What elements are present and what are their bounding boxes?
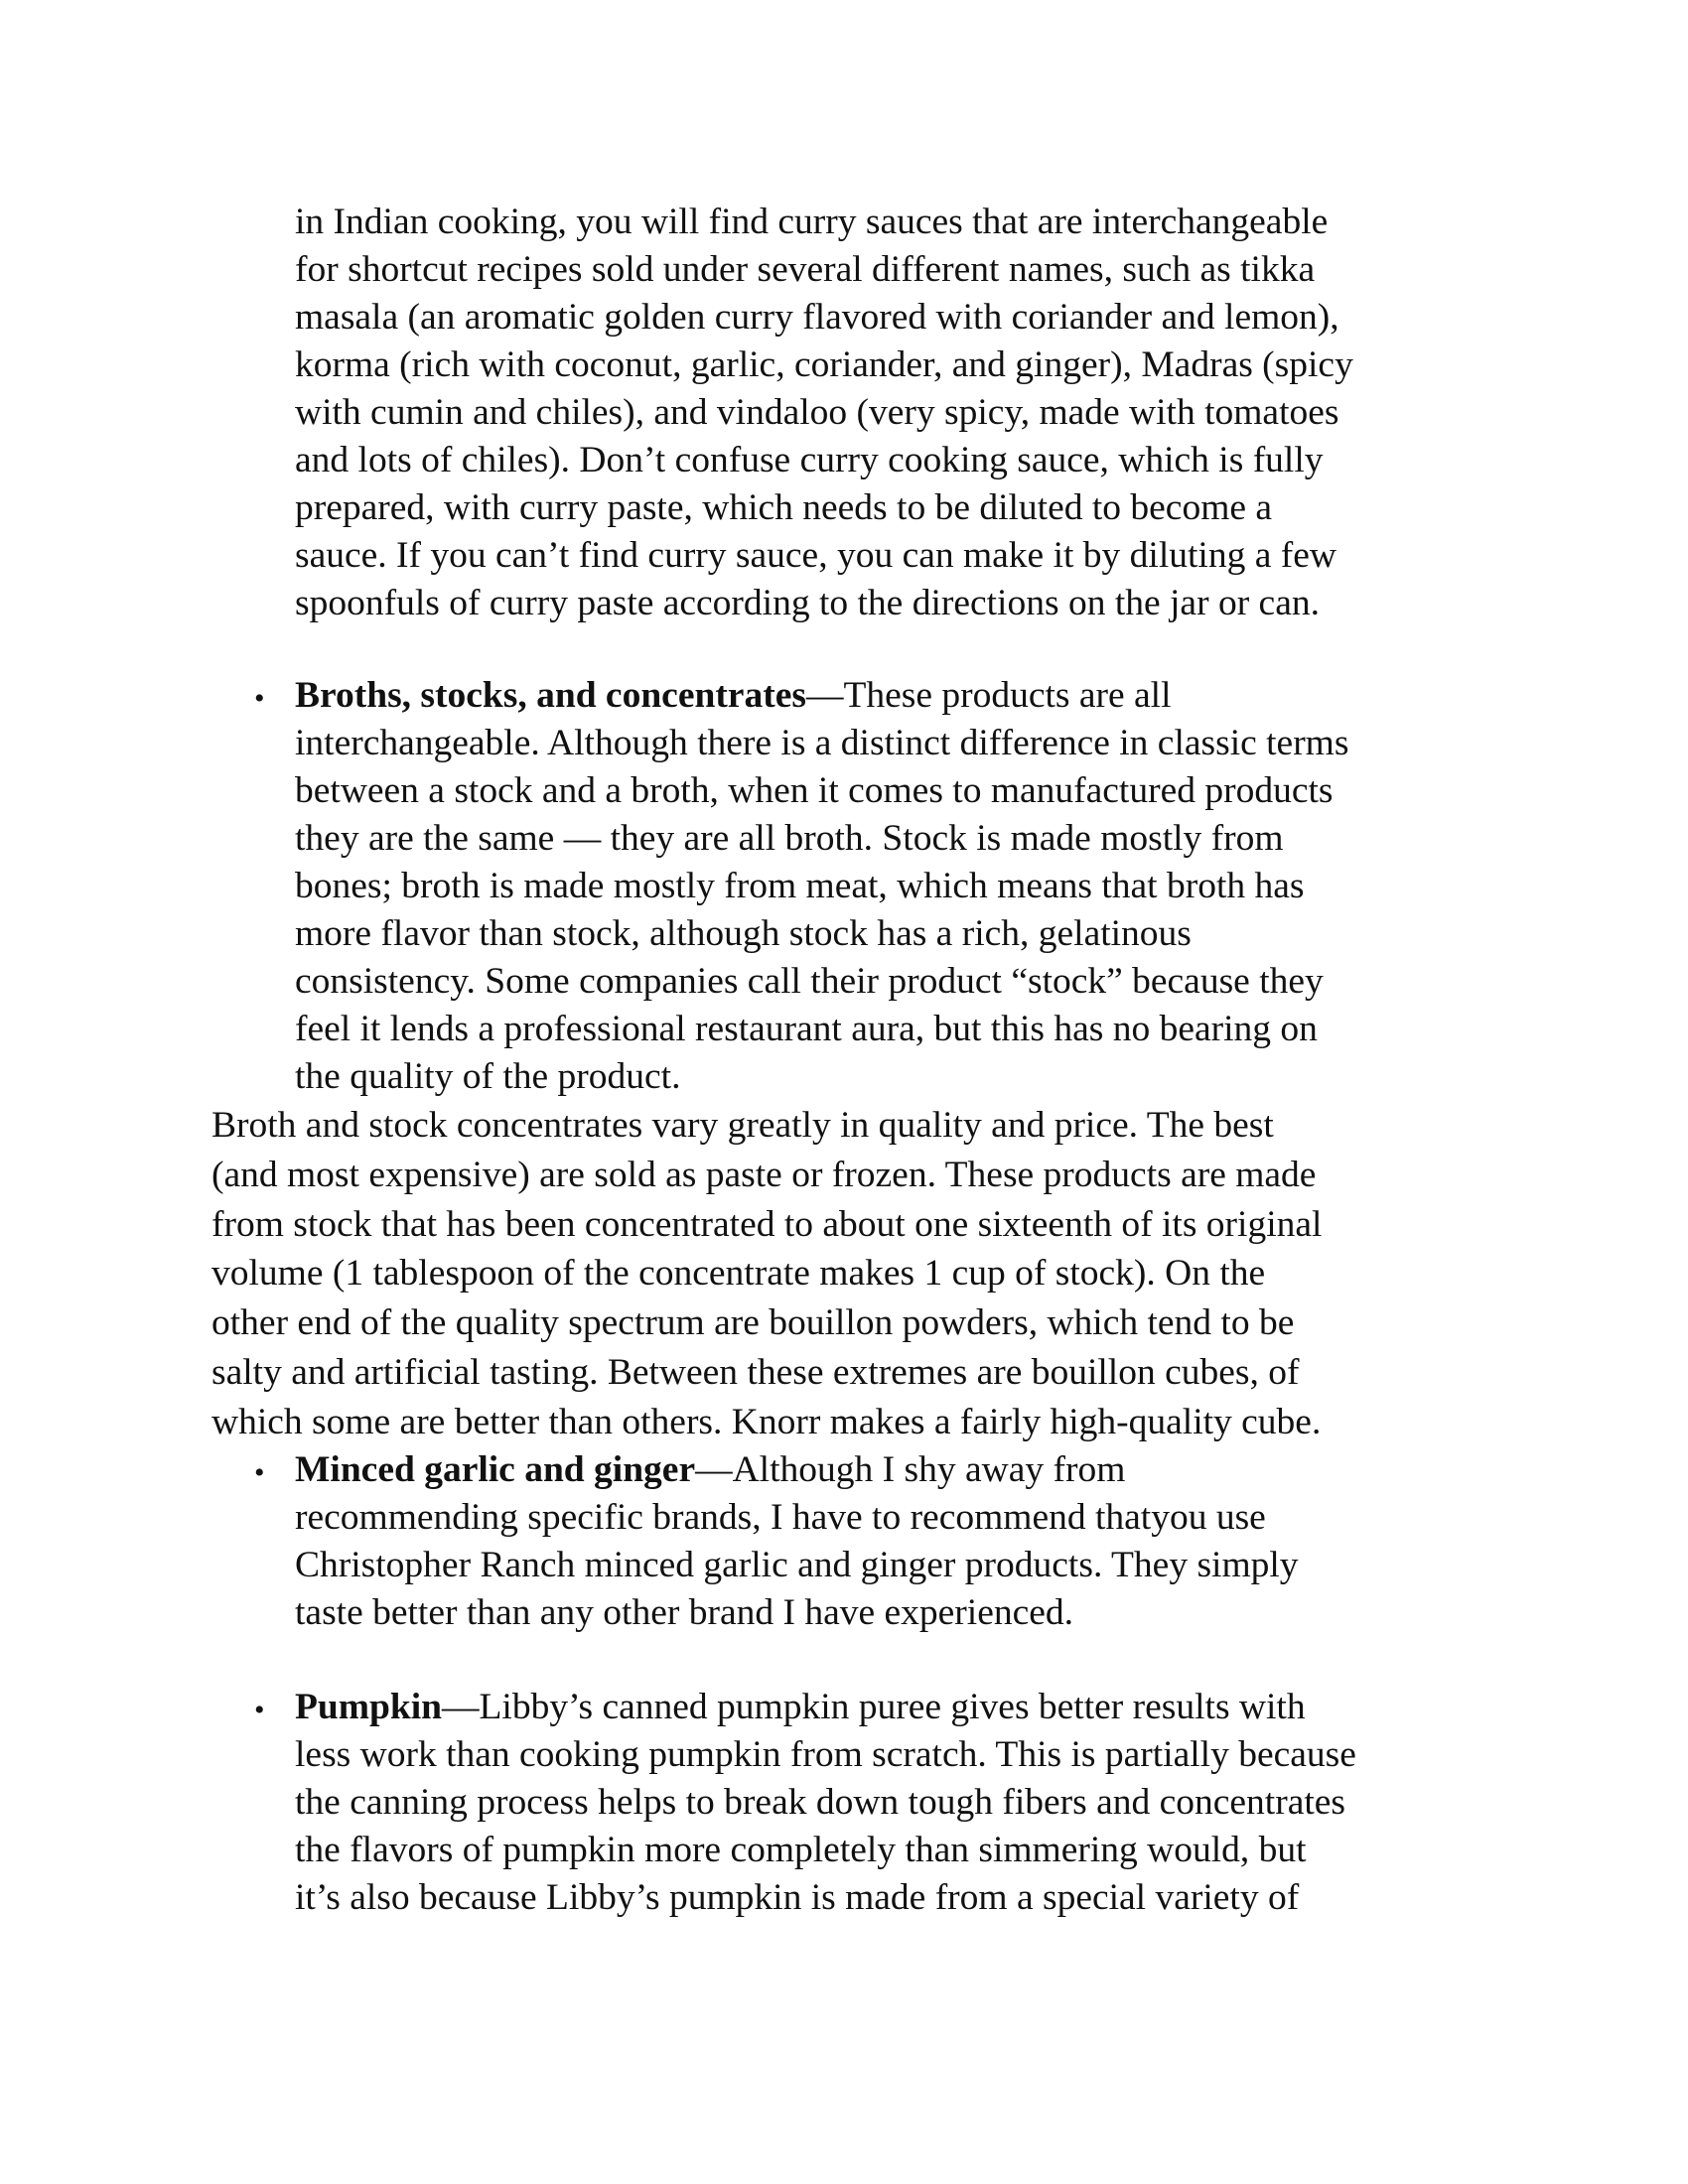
list-item-term: Broths, stocks, and concentrates [295,675,806,716]
continuation-paragraph [295,199,1353,627]
text-line: Christopher Ranch minced garlic and ginger products. They simply [295,1545,1299,1585]
text-line: the canning process helps to break down tough fibers and concentrates [295,1782,1346,1823]
text-line: spoonfuls of curry paste according to the directions on the jar or can. [295,583,1320,623]
bullet-marker: • [254,1456,265,1489]
text-line: volume (1 tablespoon of the concentrate makes 1 cup of stock). On the [211,1253,1266,1295]
list-item-pumpkin [295,1684,1356,1922]
text-line: bones; broth is made mostly from meat, which means that broth has [295,866,1305,906]
text-line: Broth and stock concentrates vary greatly in quality and price. The best [211,1105,1274,1146]
text-line: other end of the quality spectrum are bouillon powders, which tend to be [211,1302,1295,1344]
text-line: between a stock and a broth, when it comes to manufactured products [295,770,1334,811]
list-item-garlic [295,1446,1299,1637]
text-line: interchangeable. Although there is a distinct difference in classic terms [295,723,1349,763]
text-line: which some are better than others. Knorr makes a fairly high-quality cube. [211,1401,1322,1442]
text-line: from stock that has been concentrated to about one sixteenth of its original [211,1203,1323,1245]
list-item-term: Pumpkin [295,1687,442,1727]
list-item-text: —These products are all [805,675,1172,716]
bullet-marker: • [254,1694,265,1726]
text-line: with cumin and chiles), and vindaloo (very spicy, made with tomatoes [295,392,1339,433]
text-line [295,1446,1299,1494]
text-line: for shortcut recipes sold under several different names, such as tikka [295,249,1316,290]
bullet-marker: • [254,682,265,715]
text-line: consistency. Some companies call their product “stock” because they [295,961,1324,1002]
text-line: masala (an aromatic golden curry flavored with coriander and lemon), [295,297,1339,338]
list-item-term: Minced garlic and ginger [295,1449,696,1490]
text-line: prepared, with curry paste, which needs to be diluted to become a [295,487,1273,528]
list-item-text: —Libby’s canned pumpkin puree gives better results with [442,1687,1306,1727]
text-line: more flavor than stock, although stock has a rich, gelatinous [295,913,1192,954]
text-line: they are the same — they are all broth. Stock is made mostly from [295,818,1284,859]
text-line: in Indian cooking, you will find curry sauces that are interchangeable [295,202,1329,242]
text-line: (and most expensive) are sold as paste or frozen. These products are made [211,1154,1317,1195]
text-line: taste better than any other brand I have experienced. [295,1592,1074,1633]
list-item-broths [295,672,1348,1101]
list-item-text: —Although I shy away from [695,1449,1126,1490]
text-line: the quality of the product. [295,1056,681,1097]
text-line: it’s also because Libby’s pumpkin is made from a special variety of [295,1877,1300,1918]
text-line: salty and artificial tasting. Between these extremes are bouillon cubes, of [211,1351,1300,1393]
text-line: sauce. If you can’t find curry sauce, you can make it by diluting a few [295,535,1336,576]
concentrates-paragraph [211,1101,1322,1447]
text-line [295,1684,1356,1731]
text-line: korma (rich with coconut, garlic, coriander, and ginger), Madras (spicy [295,344,1353,385]
text-line: feel it lends a professional restaurant aura, but this has no bearing on [295,1009,1318,1049]
text-line: recommending specific brands, I have to recommend thatyou use [295,1497,1266,1538]
text-line [295,672,1348,720]
text-line: and lots of chiles). Don’t confuse curry cooking sauce, which is fully [295,440,1324,480]
text-line: the flavors of pumpkin more completely than simmering would, but [295,1830,1307,1870]
text-line: less work than cooking pumpkin from scratch. This is partially because [295,1734,1356,1775]
